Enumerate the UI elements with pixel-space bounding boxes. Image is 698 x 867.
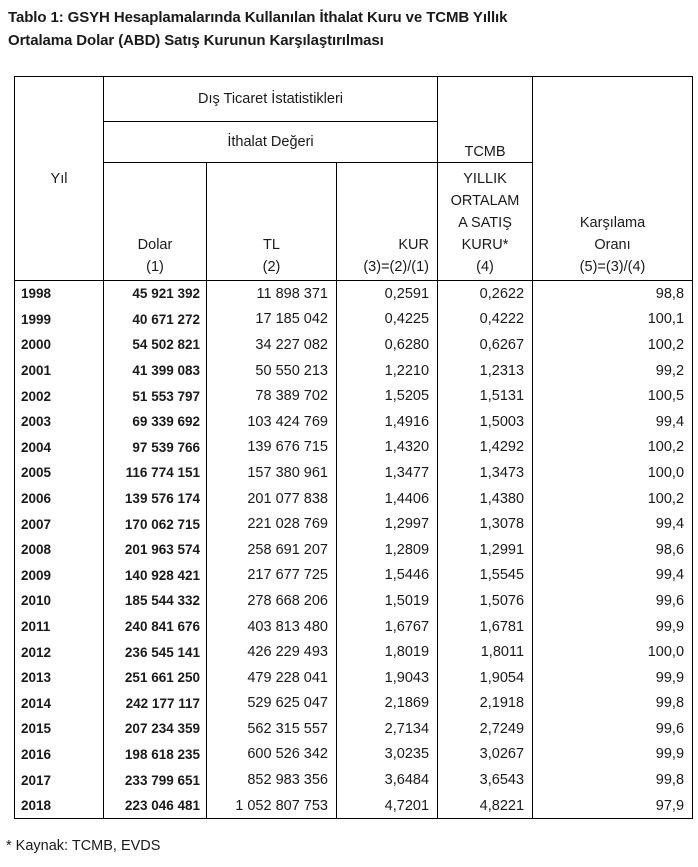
header-ithalat-degeri: İthalat Değeri — [104, 122, 438, 163]
header-tcmb-line-1: YILLIK — [463, 171, 507, 187]
cell-kur: 0,2591 — [337, 281, 438, 307]
cell-dolar: 51 553 797 — [104, 383, 207, 409]
cell-dolar: 69 339 692 — [104, 409, 207, 435]
cell-karsilama-orani: 99,6 — [533, 588, 693, 614]
cell-karsilama-orani: 99,9 — [533, 665, 693, 691]
header-tl — [207, 163, 337, 281]
cell-tcmb-kuru: 0,6267 — [438, 332, 533, 358]
cell-tcmb-kuru: 1,5003 — [438, 409, 533, 435]
cell-karsilama-orani: 97,9 — [533, 793, 693, 819]
cell-yil: 2014 — [15, 691, 104, 717]
source-note: * Kaynak: TCMB, EVDS — [6, 838, 161, 854]
cell-kur: 1,2809 — [337, 537, 438, 563]
cell-karsilama-orani: 99,9 — [533, 614, 693, 640]
cell-kur: 1,4406 — [337, 486, 438, 512]
cell-dolar: 54 502 821 — [104, 332, 207, 358]
cell-tl: 157 380 961 — [207, 460, 337, 486]
cell-tl: 529 625 047 — [207, 691, 337, 717]
cell-dolar: 223 046 481 — [104, 793, 207, 819]
cell-dolar: 242 177 117 — [104, 691, 207, 717]
table-row — [15, 383, 693, 409]
cell-yil: 1999 — [15, 307, 104, 333]
cell-tcmb-kuru: 2,1918 — [438, 691, 533, 717]
comparison-table — [14, 76, 693, 819]
cell-tcmb-kuru: 4,8221 — [438, 793, 533, 819]
cell-kur: 1,6767 — [337, 614, 438, 640]
header-tcmb-number: (4) — [476, 259, 494, 275]
header-kur-formula: (3)=(2)/(1) — [363, 259, 430, 275]
cell-tl: 1 052 807 753 — [207, 793, 337, 819]
cell-dolar: 236 545 141 — [104, 639, 207, 665]
table-row — [15, 460, 693, 486]
cell-yil: 1998 — [15, 281, 104, 307]
cell-karsilama-orani: 99,6 — [533, 716, 693, 742]
table-row — [15, 435, 693, 461]
cell-dolar: 233 799 651 — [104, 767, 207, 793]
cell-karsilama-orani: 99,8 — [533, 691, 693, 717]
cell-dolar: 185 544 332 — [104, 588, 207, 614]
cell-tl: 258 691 207 — [207, 537, 337, 563]
cell-tcmb-kuru: 1,8011 — [438, 639, 533, 665]
table-header — [15, 77, 693, 281]
header-dolar-label: Dolar — [137, 237, 173, 253]
cell-dolar: 198 618 235 — [104, 742, 207, 768]
cell-dolar: 45 921 392 — [104, 281, 207, 307]
cell-tl: 426 229 493 — [207, 639, 337, 665]
cell-dolar: 240 841 676 — [104, 614, 207, 640]
cell-kur: 1,2997 — [337, 511, 438, 537]
cell-tl: 139 676 715 — [207, 435, 337, 461]
cell-kur: 1,5446 — [337, 563, 438, 589]
cell-dolar: 207 234 359 — [104, 716, 207, 742]
cell-yil: 2011 — [15, 614, 104, 640]
cell-tl: 600 526 342 — [207, 742, 337, 768]
cell-yil: 2016 — [15, 742, 104, 768]
table-row — [15, 614, 693, 640]
header-tl-label: TL — [263, 237, 280, 253]
header-tcmb-line-2: ORTALAM — [450, 193, 520, 209]
table-row — [15, 332, 693, 358]
table-row — [15, 742, 693, 768]
cell-kur: 1,2210 — [337, 358, 438, 384]
table-row — [15, 281, 693, 307]
cell-karsilama-orani: 100,0 — [533, 639, 693, 665]
cell-tl: 278 668 206 — [207, 588, 337, 614]
cell-kur: 4,7201 — [337, 793, 438, 819]
cell-kur: 0,4225 — [337, 307, 438, 333]
header-karsilama-orani — [533, 77, 693, 281]
cell-yil: 2017 — [15, 767, 104, 793]
cell-tl: 78 389 702 — [207, 383, 337, 409]
cell-tcmb-kuru: 1,5131 — [438, 383, 533, 409]
cell-karsilama-orani: 98,6 — [533, 537, 693, 563]
cell-yil: 2004 — [15, 435, 104, 461]
cell-dolar: 116 774 151 — [104, 460, 207, 486]
cell-karsilama-orani: 98,8 — [533, 281, 693, 307]
cell-tcmb-kuru: 1,3473 — [438, 460, 533, 486]
cell-kur: 2,1869 — [337, 691, 438, 717]
cell-karsilama-orani: 99,2 — [533, 358, 693, 384]
table-title — [8, 6, 507, 52]
cell-tcmb-kuru: 1,9054 — [438, 665, 533, 691]
cell-dolar: 97 539 766 — [104, 435, 207, 461]
cell-karsilama-orani: 99,9 — [533, 742, 693, 768]
cell-tl: 34 227 082 — [207, 332, 337, 358]
table-body — [15, 281, 693, 819]
cell-karsilama-orani: 100,1 — [533, 307, 693, 333]
table-row — [15, 639, 693, 665]
cell-karsilama-orani: 100,0 — [533, 460, 693, 486]
cell-yil: 2008 — [15, 537, 104, 563]
cell-tl: 852 983 356 — [207, 767, 337, 793]
header-oran-line-1: Karşılama — [579, 215, 646, 231]
cell-yil: 2009 — [15, 563, 104, 589]
table-row — [15, 486, 693, 512]
cell-tl: 50 550 213 — [207, 358, 337, 384]
cell-yil: 2007 — [15, 511, 104, 537]
table-row — [15, 691, 693, 717]
table-row — [15, 537, 693, 563]
cell-karsilama-orani: 100,2 — [533, 332, 693, 358]
cell-tl: 201 077 838 — [207, 486, 337, 512]
cell-dolar: 201 963 574 — [104, 537, 207, 563]
header-oran-formula: (5)=(3)/(4) — [579, 259, 646, 275]
header-dis-ticaret: Dış Ticaret İstatistikleri — [104, 77, 438, 122]
cell-tcmb-kuru: 0,4222 — [438, 307, 533, 333]
header-kur-label: KUR — [398, 237, 430, 253]
cell-dolar: 40 671 272 — [104, 307, 207, 333]
cell-tcmb-kuru: 1,2313 — [438, 358, 533, 384]
cell-kur: 2,7134 — [337, 716, 438, 742]
cell-dolar: 140 928 421 — [104, 563, 207, 589]
header-tcmb: TCMB — [438, 77, 533, 163]
cell-tl: 17 185 042 — [207, 307, 337, 333]
cell-tl: 217 677 725 — [207, 563, 337, 589]
cell-kur: 1,5205 — [337, 383, 438, 409]
table-row — [15, 563, 693, 589]
cell-yil: 2003 — [15, 409, 104, 435]
cell-tcmb-kuru: 2,7249 — [438, 716, 533, 742]
cell-tcmb-kuru: 1,4292 — [438, 435, 533, 461]
cell-kur: 1,8019 — [337, 639, 438, 665]
cell-kur: 3,0235 — [337, 742, 438, 768]
header-oran-line-2: Oranı — [594, 237, 631, 253]
cell-dolar: 41 399 083 — [104, 358, 207, 384]
header-tcmb-line-4: KURU* — [461, 237, 509, 253]
cell-kur: 1,3477 — [337, 460, 438, 486]
cell-yil: 2001 — [15, 358, 104, 384]
cell-kur: 1,4320 — [337, 435, 438, 461]
cell-kur: 0,6280 — [337, 332, 438, 358]
cell-tcmb-kuru: 1,5545 — [438, 563, 533, 589]
table-title-line-2: Ortalama Dolar (ABD) Satış Kurunun Karşılaştırılması — [8, 32, 384, 49]
cell-yil: 2015 — [15, 716, 104, 742]
cell-tcmb-kuru: 1,3078 — [438, 511, 533, 537]
header-tl-number: (2) — [262, 259, 281, 275]
cell-tcmb-kuru: 1,5076 — [438, 588, 533, 614]
cell-tl: 562 315 557 — [207, 716, 337, 742]
cell-tl: 103 424 769 — [207, 409, 337, 435]
cell-yil: 2006 — [15, 486, 104, 512]
header-yil: Yıl — [15, 77, 104, 281]
table-title-line-1: Tablo 1: GSYH Hesaplamalarında Kullanılan İthalat Kuru ve TCMB Yıllık — [8, 9, 508, 26]
table-row — [15, 665, 693, 691]
table-row — [15, 716, 693, 742]
cell-dolar: 139 576 174 — [104, 486, 207, 512]
cell-karsilama-orani: 100,2 — [533, 435, 693, 461]
cell-tl: 479 228 041 — [207, 665, 337, 691]
cell-tcmb-kuru: 1,6781 — [438, 614, 533, 640]
cell-kur: 1,9043 — [337, 665, 438, 691]
cell-karsilama-orani: 99,4 — [533, 409, 693, 435]
cell-yil: 2005 — [15, 460, 104, 486]
cell-tcmb-kuru: 3,6543 — [438, 767, 533, 793]
cell-tl: 11 898 371 — [207, 281, 337, 307]
cell-yil: 2002 — [15, 383, 104, 409]
cell-tcmb-kuru: 1,4380 — [438, 486, 533, 512]
table-row — [15, 511, 693, 537]
cell-kur: 3,6484 — [337, 767, 438, 793]
table-row — [15, 358, 693, 384]
header-kur — [337, 163, 438, 281]
cell-kur: 1,4916 — [337, 409, 438, 435]
cell-dolar: 251 661 250 — [104, 665, 207, 691]
table-row — [15, 767, 693, 793]
cell-yil: 2018 — [15, 793, 104, 819]
cell-dolar: 170 062 715 — [104, 511, 207, 537]
cell-tcmb-kuru: 0,2622 — [438, 281, 533, 307]
table-row — [15, 307, 693, 333]
cell-karsilama-orani: 99,4 — [533, 511, 693, 537]
cell-karsilama-orani: 100,2 — [533, 486, 693, 512]
cell-karsilama-orani: 99,8 — [533, 767, 693, 793]
cell-kur: 1,5019 — [337, 588, 438, 614]
table-row — [15, 793, 693, 819]
cell-tl: 221 028 769 — [207, 511, 337, 537]
cell-tl: 403 813 480 — [207, 614, 337, 640]
cell-yil: 2013 — [15, 665, 104, 691]
cell-yil: 2012 — [15, 639, 104, 665]
header-tcmb-satis-kuru — [438, 163, 533, 281]
cell-tcmb-kuru: 1,2991 — [438, 537, 533, 563]
cell-karsilama-orani: 100,5 — [533, 383, 693, 409]
table-row — [15, 588, 693, 614]
table-row — [15, 409, 693, 435]
cell-yil: 2010 — [15, 588, 104, 614]
cell-karsilama-orani: 99,4 — [533, 563, 693, 589]
header-dolar — [104, 163, 207, 281]
header-dolar-number: (1) — [146, 259, 164, 275]
cell-yil: 2000 — [15, 332, 104, 358]
cell-tcmb-kuru: 3,0267 — [438, 742, 533, 768]
header-tcmb-line-3: A SATIŞ — [458, 215, 512, 231]
